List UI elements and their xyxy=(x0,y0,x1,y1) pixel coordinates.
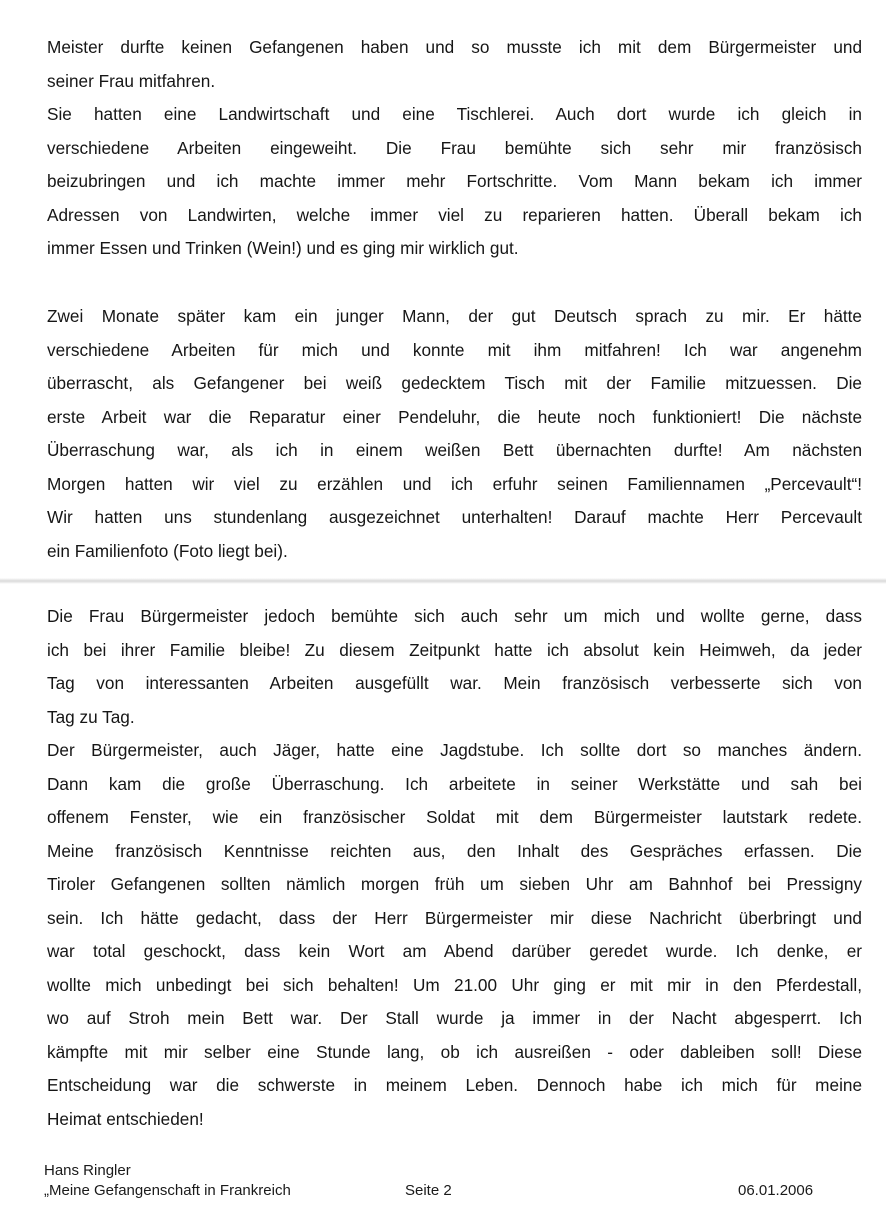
text-line: Sie hatten eine Landwirtschaft und eine Tischlerei. Auch dort wurde ich gleich in xyxy=(47,104,862,124)
text-line: offenem Fenster, wie ein französischer Soldat mit dem Bürgermeister lautstark redete. xyxy=(47,807,862,827)
text-line: überrascht, als Gefangener bei weiß gedecktem Tisch mit der Familie mitzuessen. Die xyxy=(47,373,862,393)
text-line: beizubringen und ich machte immer mehr Fortschritte. Vom Mann bekam ich immer xyxy=(47,171,862,191)
paragraph-2 xyxy=(47,300,862,568)
text-line: immer Essen und Trinken (Wein!) und es ging mir wirklich gut. xyxy=(47,238,519,258)
text-line: war total geschockt, dass kein Wort am Abend darüber geredet wurde. Ich denke, er xyxy=(47,941,862,961)
text-line: Zwei Monate später kam ein junger Mann, der gut Deutsch sprach zu mir. Er hätte xyxy=(47,306,862,326)
text-line: ein Familienfoto (Foto liegt bei). xyxy=(47,540,288,561)
text-line: Adressen von Landwirten, welche immer viel zu reparieren hatten. Überall bekam ich xyxy=(47,204,862,225)
footer-title: „Meine Gefangenschaft in Frankreich xyxy=(44,1182,291,1199)
text-line: Meine französisch Kenntnisse reichten aus, den Inhalt des Gespräches erfassen. Die xyxy=(47,840,862,861)
text-line: Wir hatten uns stundenlang ausgezeichnet unterhalten! Darauf machte Herr Percevault xyxy=(47,507,862,527)
text-line: verschiedene Arbeiten für mich und konnte mit ihm mitfahren! Ich war angenehm xyxy=(47,339,862,360)
text-line: Tag zu Tag. xyxy=(47,706,135,727)
text-line: wo auf Stroh mein Bett war. Der Stall wurde ja immer in der Nacht abgesperrt. Ich xyxy=(47,1008,862,1028)
paragraph-3 xyxy=(47,600,862,1136)
text-line: Der Bürgermeister, auch Jäger, hatte eine Jagdstube. Ich sollte dort so manches ändern. xyxy=(47,740,862,760)
text-line: verschiedene Arbeiten eingeweiht. Die Frau bemühte sich sehr mir französisch xyxy=(47,137,862,158)
text-line: Heimat entschieden! xyxy=(47,1108,204,1129)
footer-date: 06.01.2006 xyxy=(738,1182,814,1199)
footer-author: Hans Ringler xyxy=(44,1162,131,1179)
page-fold-shadow xyxy=(0,578,886,584)
text-line: Entscheidung war die schwerste in meinem Leben. Dennoch habe ich mich für meine xyxy=(47,1075,862,1095)
text-line: kämpfte mit mir selber eine Stunde lang, ob ich ausreißen - oder dableiben soll! Diese xyxy=(47,1041,862,1062)
text-line: ich bei ihrer Familie bleibe! Zu diesem Zeitpunkt hatte ich absolut kein Heimweh, da jeder xyxy=(47,639,862,660)
footer-page-number: Seite 2 xyxy=(405,1182,452,1199)
text-line: sein. Ich hätte gedacht, dass der Herr Bürgermeister mir diese Nachricht überbringt und xyxy=(47,907,862,928)
text-line: erste Arbeit war die Reparatur einer Pendeluhr, die heute noch funktioniert! Die nächste xyxy=(47,406,862,427)
text-line: seiner Frau mitfahren. xyxy=(47,70,216,91)
text-line: Tag von interessanten Arbeiten ausgefüllt war. Mein französisch verbesserte sich von xyxy=(47,673,862,693)
text-line: Morgen hatten wir viel zu erzählen und ich erfuhr seinen Familiennamen „Percevault“! xyxy=(47,473,862,494)
paragraph-1 xyxy=(47,31,862,266)
text-line: Dann kam die große Überraschung. Ich arbeitete in seiner Werkstätte und sah bei xyxy=(47,773,862,794)
text-line: Überraschung war, als ich in einem weißen Bett übernachten durfte! Am nächsten xyxy=(47,440,862,460)
text-line: Meister durfte keinen Gefangenen haben und so musste ich mit dem Bürgermeister und xyxy=(47,37,862,57)
text-line: Tiroler Gefangenen sollten nämlich morgen früh um sieben Uhr am Bahnhof bei Pressigny xyxy=(47,874,862,894)
text-line: wollte mich unbedingt bei sich behalten! Um 21.00 Uhr ging er mit mir in den Pferdestall, xyxy=(47,974,862,995)
text-line: Die Frau Bürgermeister jedoch bemühte sich auch sehr um mich und wollte gerne, dass xyxy=(47,606,862,626)
